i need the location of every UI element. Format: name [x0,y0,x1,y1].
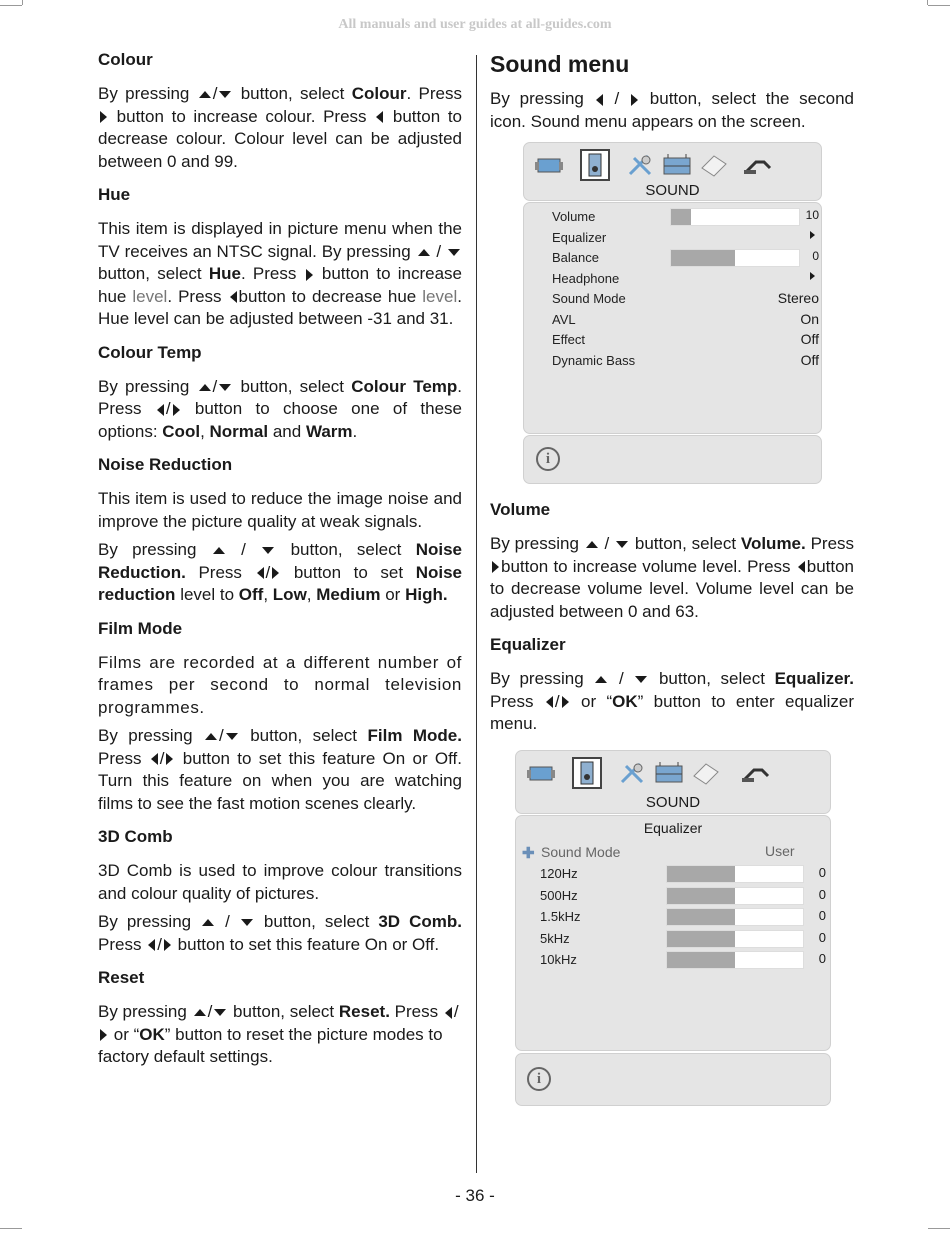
info-icon: i [527,1067,551,1091]
sound-icon [578,149,612,181]
feature-icon [618,760,648,786]
equalizer-menu-screenshot [515,750,831,1106]
menu-item-value: Off [800,331,819,347]
eq-band-slider[interactable] [666,908,804,926]
left-arrow-icon [596,94,603,106]
right-arrow-icon [306,269,313,281]
colour-temp-heading: Colour Temp [98,342,202,362]
3d-comb-heading: 3D Comb [98,827,173,846]
column-divider [476,55,477,1173]
menu-item-label[interactable]: Equalizer [552,229,607,245]
equalizer-heading: Equalizer [490,635,566,654]
selected-row-icon: ✚ [522,845,535,862]
eq-band-slider[interactable] [666,865,804,883]
left-arrow-icon [445,1007,452,1019]
down-arrow-icon [214,1009,226,1016]
left-arrow-icon [798,561,805,573]
menu-icon-bar [534,149,774,181]
right-arrow-icon [164,939,171,951]
down-arrow-icon [219,384,231,391]
menu-item-value: Off [800,351,819,368]
right-column [490,50,854,145]
right-arrow-icon [173,404,180,416]
sound-mode-value: User [765,843,795,859]
up-arrow-icon [199,384,211,391]
hue-heading: Hue [98,185,131,204]
menu-header-panel [515,750,831,814]
right-arrow-icon [492,561,499,573]
left-arrow-icon [257,567,264,579]
up-arrow-icon [418,249,430,256]
up-arrow-icon [205,733,217,740]
eq-band-value: 0 [818,908,826,923]
menu-info-panel [515,1053,831,1106]
up-arrow-icon [194,1009,206,1016]
menu-item-label[interactable]: Effect [552,332,586,347]
equalizer-subtitle: Equalizer [643,820,703,836]
menu-item-label[interactable]: Dynamic Bass [552,352,636,368]
up-arrow-icon [586,541,598,548]
reset-text: By pressing / button, select Reset. Press / or “OK” button to reset the picture modes to factory default settings. [98,1002,459,1066]
menu-item-value: 0 [812,249,819,263]
eq-band-label[interactable]: 500Hz [540,887,578,903]
settings-icon [742,152,774,178]
crop-mark [928,5,950,6]
crop-mark [22,0,23,5]
page-number: - 36 - [455,1186,495,1205]
crop-mark [927,0,928,5]
submenu-arrow-icon[interactable] [810,272,815,280]
film-mode-heading: Film Mode [98,618,183,638]
picture-icon [526,761,556,785]
right-column-lower [490,500,854,748]
down-arrow-icon [226,733,238,740]
sound-menu-heading: Sound menu [490,51,630,77]
3d-comb-text-2: By pressing / button, select 3D Comb. Press / button to set this feature On or Off. [98,912,462,954]
left-column [98,50,462,1081]
3d-comb-text-1: 3D Comb is used to improve colour transitions and colour quality of pictures. [98,861,462,903]
menu-info-panel [523,435,822,484]
menu-item-value: Stereo [777,290,819,306]
menu-item-label[interactable]: AVL [552,311,576,327]
noise-text-1: This item is used to reduce the image noise and improve the picture quality at weak signals. [98,489,462,531]
up-arrow-icon [202,919,214,926]
noise-text-2: By pressing / button, select Noise Reduction. Press / button to set Noise reduction level to Off, Low, Medium or High. [98,540,462,604]
volume-text: By pressing / button, select Volume. Press button to increase volume level. Press button to decrease volume level. Volume level can be adjusted between 0 and 63. [490,534,855,621]
eq-band-label[interactable]: 1.5kHz [540,909,581,924]
right-arrow-icon [272,567,279,579]
eq-band-value: 0 [818,929,826,945]
film-mode-text-2: By pressing / button, select Film Mode. Press / button to set this feature On or Off. Turn this feature on when you are watching films to see the fast motion scenes clearly. [98,726,462,813]
right-arrow-icon [166,753,173,765]
install-icon [662,152,692,178]
down-arrow-icon [616,541,628,548]
crop-mark [928,1228,950,1229]
equalizer-text: By pressing / button, select Equalizer. Press / or “OK” button to enter equalizer menu. [490,669,854,733]
menu-item-label[interactable]: Sound Mode [552,291,626,306]
menu-item-label[interactable]: Volume [552,209,596,224]
menu-item-value: 10 [805,208,819,222]
eq-band-value: 0 [818,886,826,902]
menu-header-panel [523,142,822,201]
menu-title: SOUND [645,794,701,811]
right-arrow-icon [562,696,569,708]
hue-text: This item is displayed in picture menu when the TV receives an NTSC signal. By pressing / button, select Hue. Press button to increase hue level. Press button to decrease hue level. Hue level can be adjusted between -31 and 31. [98,219,462,328]
right-arrow-icon [100,111,107,123]
sound-menu-text: By pressing / button, select the second icon. Sound menu appears on the screen. [490,89,854,131]
install-icon [654,760,684,786]
down-arrow-icon [241,919,253,926]
info-icon: i [536,447,560,471]
menu-item-value: On [800,310,819,327]
level-bar-fill [671,209,691,225]
colour-temp-text: By pressing / button, select Colour Temp. Press / button to choose one of these options: Cool, Normal and Warm. [98,376,463,441]
source-icon [690,760,720,786]
submenu-arrow-icon[interactable] [810,231,815,239]
level-bar[interactable] [670,208,800,226]
eq-band-value: 0 [818,951,826,966]
down-arrow-icon [448,249,460,256]
up-arrow-icon [199,91,211,98]
down-arrow-icon [262,547,274,554]
eq-band-slider-fill [667,866,735,882]
right-arrow-icon [100,1029,107,1041]
left-arrow-icon [151,753,158,765]
menu-item-label[interactable]: Headphone [552,270,620,286]
eq-band-slider-fill [667,931,735,947]
eq-band-label[interactable]: 120Hz [540,866,578,881]
settings-icon [740,760,772,786]
left-arrow-icon [157,404,164,416]
crop-mark [0,5,22,6]
left-arrow-icon [376,111,383,123]
source-icon [698,152,728,178]
reset-heading: Reset [98,968,145,987]
menu-icon-bar [526,757,772,789]
sound-mode-label: Sound Mode [541,844,621,860]
level-bar-fill [671,250,735,266]
menu-item-label[interactable]: Balance [552,250,599,265]
watermark: All manuals and user guides at all-guides.com [338,17,612,32]
film-mode-text-1: Films are recorded at a different number of frames per second to normal television programmes. [98,652,462,717]
down-arrow-icon [219,91,231,98]
eq-band-slider[interactable] [666,951,804,969]
left-arrow-icon [148,939,155,951]
picture-icon [534,153,564,177]
eq-band-slider-fill [667,909,735,925]
menu-body-panel [523,202,822,434]
colour-text: By pressing / button, select Colour. Press button to increase colour. Press button to decrease colour. Colour level can be adjusted between 0 and 99. [98,84,462,171]
noise-heading: Noise Reduction [98,455,233,474]
sound-menu-screenshot [523,142,822,484]
left-arrow-icon [546,696,553,708]
menu-title: SOUND [645,182,700,199]
down-arrow-icon [635,676,647,683]
eq-band-label[interactable]: 5kHz [540,930,570,946]
colour-heading: Colour [98,50,153,69]
eq-band-slider[interactable] [666,887,804,905]
sound-icon [570,757,604,789]
eq-band-slider[interactable] [666,930,804,948]
eq-band-slider-fill [667,888,735,904]
left-arrow-icon [230,291,237,303]
feature-icon [626,152,656,178]
up-arrow-icon [213,547,225,554]
volume-heading: Volume [490,500,551,519]
level-bar[interactable] [670,249,800,267]
eq-band-label[interactable]: 10kHz [540,952,577,967]
up-arrow-icon [595,676,607,683]
eq-band-value: 0 [818,865,826,880]
right-arrow-icon [631,94,638,106]
eq-band-slider-fill [667,952,735,968]
menu-body-panel [515,815,831,1051]
crop-mark [0,1228,22,1229]
